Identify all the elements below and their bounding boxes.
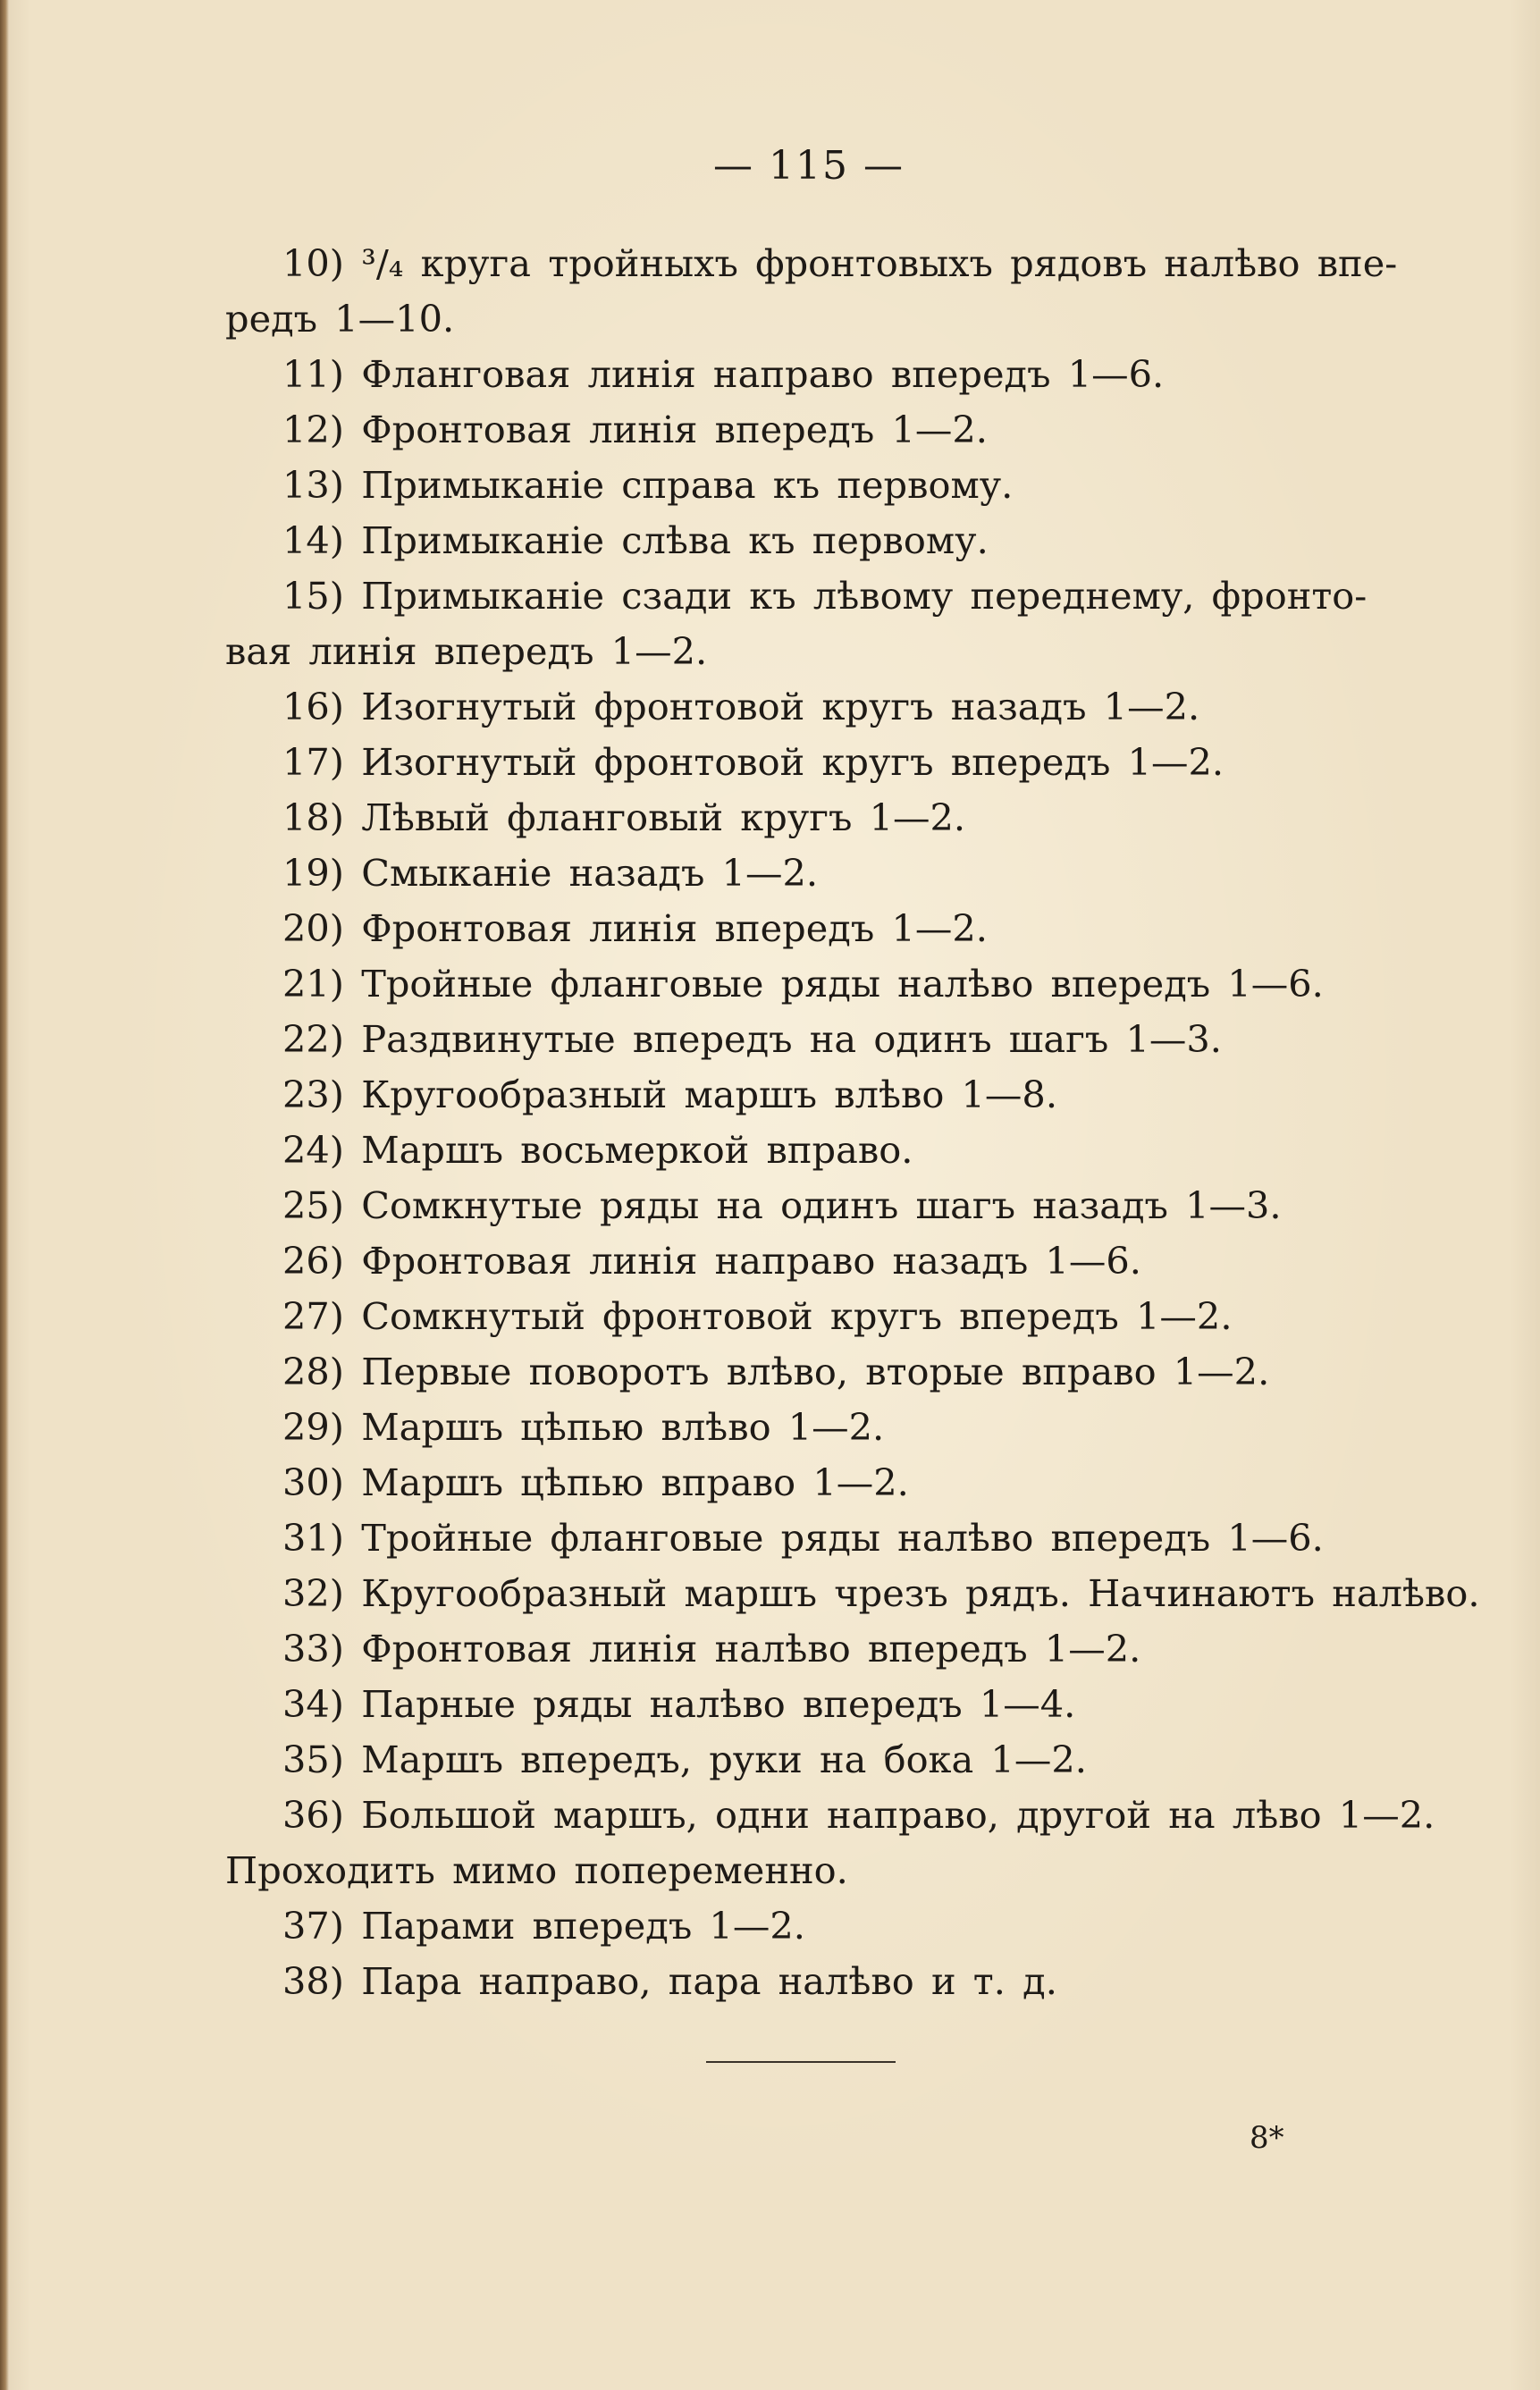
list-item <box>225 735 1378 790</box>
list-item <box>225 679 1378 735</box>
list-item <box>225 1621 1378 1677</box>
page-number: — 115 — <box>713 143 905 189</box>
list-item <box>225 1732 1378 1788</box>
list-item <box>225 458 1378 513</box>
list-item-text: 15) Примыканіе сзади къ лѣвому переднему, фронто- <box>282 574 1367 618</box>
list-item-text: 38) Пара направо, пара налѣво и т. д. <box>282 1959 1057 2003</box>
list-item-text: 11) Фланговая линія направо впередъ 1—6. <box>282 352 1165 396</box>
list-item <box>225 1455 1378 1511</box>
page-binding-edge <box>0 0 9 2390</box>
list-item-text: 34) Парные ряды налѣво впередъ 1—4. <box>282 1682 1076 1726</box>
list-item <box>225 236 1398 347</box>
list-item-text: 24) Маршъ восьмеркой вправо. <box>282 1128 913 1172</box>
list-item <box>225 568 1378 679</box>
list-item-text: 31) Тройные фланговые ряды налѣво впередъ 1—6. <box>282 1516 1324 1560</box>
list-item-continuation: Проходить мимо попеременно. <box>225 1848 848 1892</box>
list-item-text: 17) Изогнутый фронтовой кругъ впередъ 1—2. <box>282 740 1224 784</box>
list-item <box>225 347 1378 402</box>
list-item <box>225 1289 1378 1344</box>
list-item-text: 27) Сомкнутый фронтовой кругъ впередъ 1—2. <box>282 1294 1233 1338</box>
list-item-text: 20) Фронтовая линія впередъ 1—2. <box>282 906 988 950</box>
list-item-text: 13) Примыканіе справа къ первому. <box>282 463 1014 507</box>
list-item-text: 36) Большой маршъ, одни направо, другой на лѣво 1—2. <box>282 1793 1435 1837</box>
list-item-text: 30) Маршъ цѣпью вправо 1—2. <box>282 1460 909 1504</box>
list-item-text: 23) Кругообразный маршъ влѣво 1—8. <box>282 1073 1058 1116</box>
list-item-text: 12) Фронтовая линія впередъ 1—2. <box>282 408 988 451</box>
list-item <box>225 790 1378 846</box>
list-item <box>225 1123 1378 1178</box>
list-item-text: 10) ³/₄ круга тройныхъ фронтовыхъ рядовъ налѣво впе- <box>282 241 1398 285</box>
list-item-text: 21) Тройные фланговые ряды налѣво впередъ 1—6. <box>282 962 1324 1006</box>
list-item-text: 14) Примыканіе слѣва къ первому. <box>282 518 989 562</box>
list-item <box>225 846 1378 901</box>
section-divider <box>706 2061 896 2063</box>
list-item <box>225 1012 1378 1067</box>
exercise-list <box>225 236 1480 2009</box>
list-item <box>225 901 1378 956</box>
list-item-text: 29) Маршъ цѣпью влѣво 1—2. <box>282 1405 885 1449</box>
list-item <box>225 1233 1378 1289</box>
list-item-continuation: редъ 1—10. <box>225 297 455 341</box>
list-item-text: 18) Лѣвый фланговый кругъ 1—2. <box>282 795 966 839</box>
list-item-text: 37) Парами впередъ 1—2. <box>282 1904 805 1948</box>
list-item-text: 26) Фронтовая линія направо назадъ 1—6. <box>282 1239 1141 1283</box>
list-item <box>225 1400 1378 1455</box>
list-item <box>225 1067 1378 1123</box>
list-item <box>225 1511 1378 1566</box>
list-item-text: 32) Кругообразный маршъ чрезъ рядъ. Начинаютъ налѣво. <box>282 1571 1480 1615</box>
list-item <box>225 402 1378 458</box>
signature-mark: 8* <box>1250 2120 1284 2156</box>
list-item-text: 22) Раздвинутые впередъ на одинъ шагъ 1—3. <box>282 1017 1222 1061</box>
list-item-text: 33) Фронтовая линія налѣво впередъ 1—2. <box>282 1627 1141 1670</box>
list-item-text: 25) Сомкнутые ряды на одинъ шагъ назадъ 1—3. <box>282 1183 1282 1227</box>
list-item <box>225 513 1378 568</box>
list-item <box>225 1677 1378 1732</box>
list-item <box>225 956 1378 1012</box>
list-item-text: 28) Первые поворотъ влѣво, вторые вправо 1—2. <box>282 1350 1270 1393</box>
list-item <box>225 1178 1378 1233</box>
list-item-continuation: вая линія впередъ 1—2. <box>225 629 708 673</box>
list-item-text: 35) Маршъ впередъ, руки на бока 1—2. <box>282 1738 1087 1781</box>
list-item <box>225 1344 1378 1400</box>
list-item <box>225 1566 1480 1621</box>
list-item <box>225 1954 1378 2009</box>
list-item-text: 16) Изогнутый фронтовой кругъ назадъ 1—2. <box>282 685 1200 728</box>
list-item-text: 19) Смыканіе назадъ 1—2. <box>282 851 819 895</box>
list-item <box>225 1898 1378 1954</box>
list-item <box>225 1788 1435 1898</box>
